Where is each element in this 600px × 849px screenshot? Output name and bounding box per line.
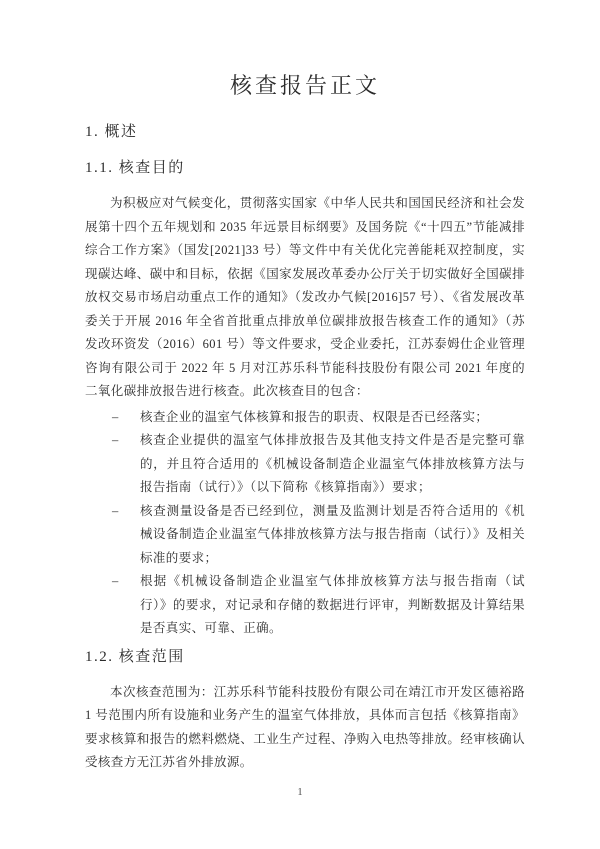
purpose-intro-paragraph: 为积极应对气候变化，贯彻落实国家《中华人民共和国国民经济和社会发展第十四个五年规划和 2035 年远景目标纲要》及国务院《“十四五”节能减排综合工作方案》（国发[2021]33 号）等文件中有关优化完善能耗双控制度，实现碳达峰、碳中和目标，依据《国家发展改革委办公厅关于切实做好全国碳排放权交易市场启动重点工作的通知》（发改办气候[2016]57 号）、《省发展改革委关于开展 2016 年全省首批重点排放单位碳排放报告核查工作的通知》（苏发改环资发（2016）601 号）等文件要求，受企业委托，江苏泰姆仕企业管理咨询有限公司于 2022 年 5 月对江苏乐科节能科技股份有限公司 2021 年度的二氧化碳排放报告进行核查。此次核查目的包含： — [85, 196, 525, 398]
page-number: 1 — [297, 787, 303, 798]
section-heading-verification-purpose: 1.1. 核查目的 — [85, 160, 185, 176]
list-item — [85, 429, 525, 500]
dash-bullet-icon: – — [112, 503, 119, 518]
dash-bullet-icon: – — [112, 409, 119, 424]
list-item — [85, 406, 525, 430]
list-item-text: 核查测量设备是否已经到位，测量及监测计划是否符合适用的《机械设备制造企业温室气体排放核算方法与报告指南（试行）》及相关标准的要求； — [140, 503, 525, 565]
list-item-text: 核查企业提供的温室气体排放报告及其他支持文件是否是完整可靠的，并且符合适用的《机械设备制造企业温室气体排放核算方法与报告指南（试行）》（以下简称《核算指南》）要求； — [140, 433, 525, 494]
document-title: 核查报告正文 — [229, 73, 380, 98]
document-content — [85, 0, 525, 775]
scope-body-paragraph: 本次核查范围为：江苏乐科节能科技股份有限公司在靖江市开发区德裕路 1 号范围内所有设施和业务产生的温室气体排放，具体而言包括《核算指南》要求核算和报告的燃料燃烧、工业生产过程、净购入电热等排放。经审核确认受核查方无江苏省外排放源。 — [85, 684, 525, 769]
list-item — [85, 570, 525, 641]
section-heading-overview: 1. 概述 — [85, 124, 138, 140]
list-item — [85, 500, 525, 571]
section-heading-verification-scope: 1.2. 核查范围 — [85, 648, 185, 665]
purpose-bullet-list — [85, 406, 525, 641]
list-item-text: 核查企业的温室气体核算和报告的职责、权限是否已经落实； — [140, 409, 489, 424]
list-item-text: 根据《机械设备制造企业温室气体排放核算方法与报告指南（试行）》的要求，对记录和存储的数据进行评审，判断数据及计算结果是否真实、可靠、正确。 — [140, 574, 525, 635]
dash-bullet-icon: – — [112, 433, 119, 447]
dash-bullet-icon: – — [112, 574, 119, 588]
